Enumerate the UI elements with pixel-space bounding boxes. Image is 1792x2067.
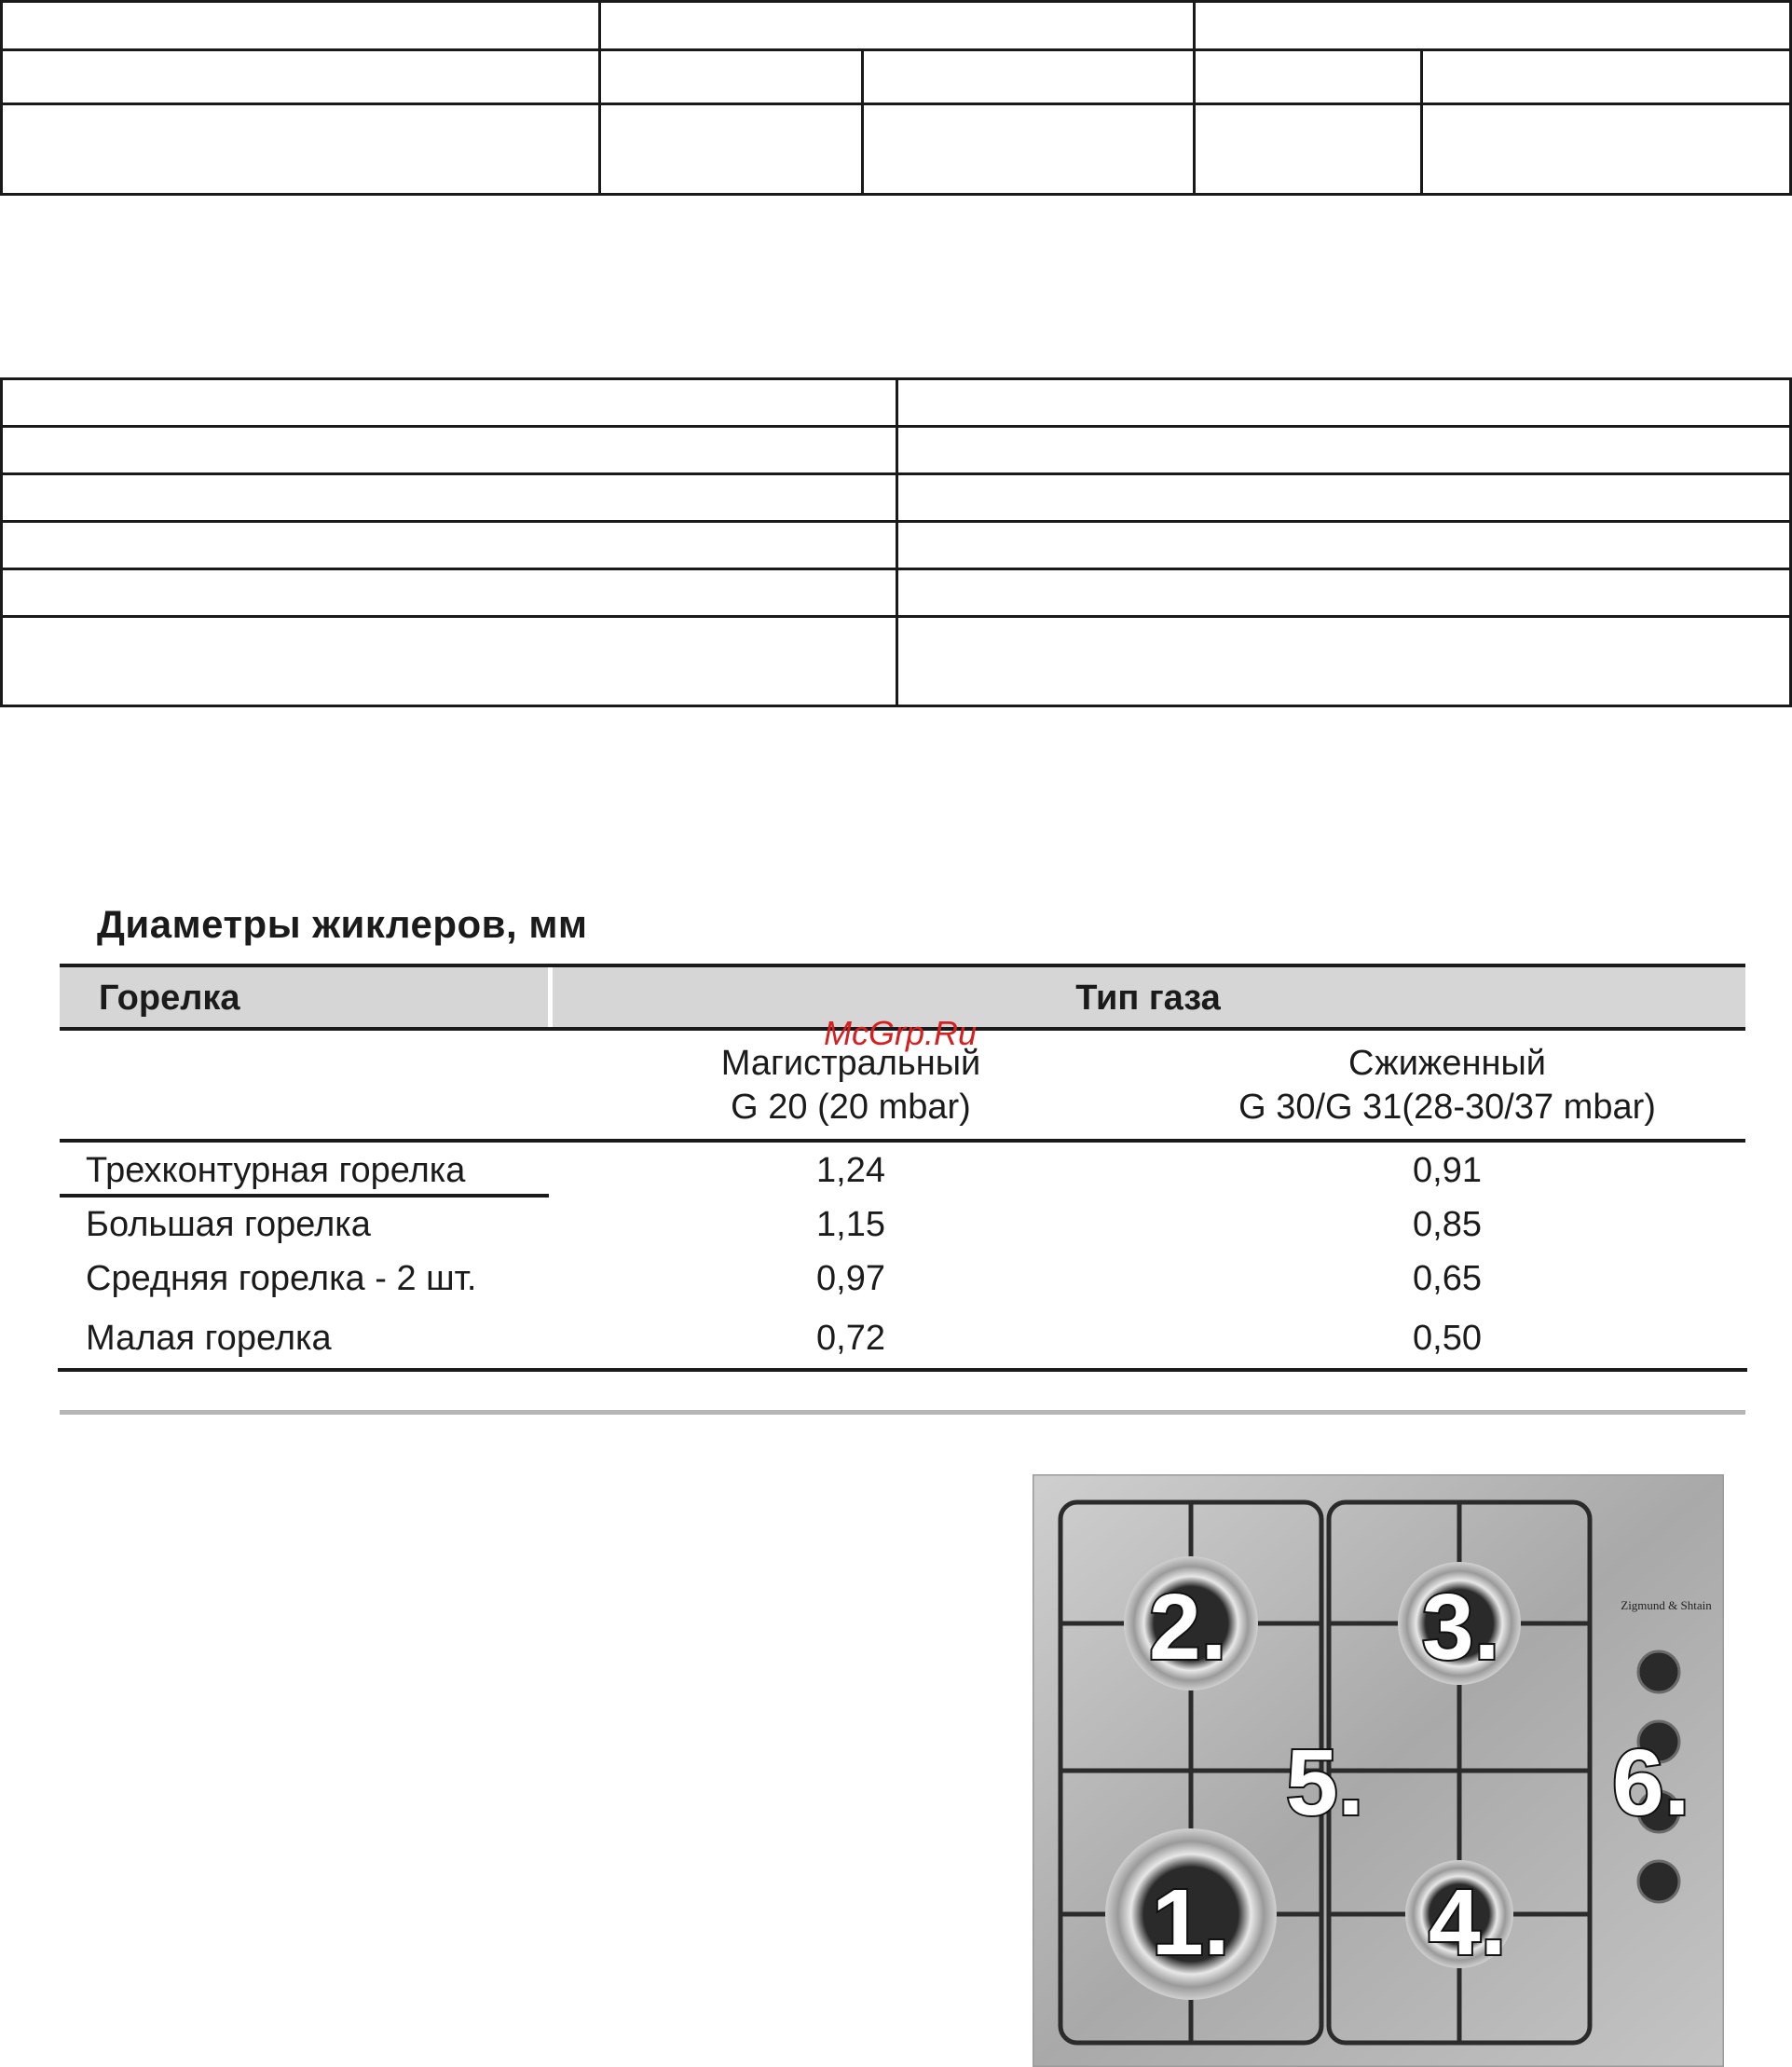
table-row-liquid: 0,85 xyxy=(1413,1205,1482,1244)
table-cell xyxy=(3,3,601,51)
table-row-main: 1,24 xyxy=(816,1151,885,1190)
jet-table-title: Диаметры жиклеров, мм xyxy=(97,902,588,946)
gas-main-pressure: G 20 (20 mbar) xyxy=(731,1088,971,1127)
empty-table-top xyxy=(0,0,1792,196)
knob-icon xyxy=(1638,1861,1679,1902)
knob-icon xyxy=(1638,1651,1679,1692)
label-6: 6. xyxy=(1612,1731,1690,1835)
table-cell xyxy=(3,523,898,570)
table-cell xyxy=(3,428,898,475)
section-divider xyxy=(60,1410,1745,1415)
table-cell xyxy=(898,428,1789,475)
gas-liquid-label: Сжиженный xyxy=(1348,1044,1546,1083)
table-cell xyxy=(3,618,898,705)
table-cell xyxy=(1196,51,1423,105)
table-row-liquid: 0,65 xyxy=(1413,1259,1482,1298)
table-cell xyxy=(3,51,601,105)
gas-main-label: Магистральный xyxy=(720,1044,981,1083)
gas-liquid-pressure: G 30/G 31(28-30/37 mbar) xyxy=(1238,1088,1656,1127)
empty-table-middle xyxy=(0,377,1792,707)
table-row-burner: Средняя горелка - 2 шт. xyxy=(86,1259,477,1298)
label-3: 3. xyxy=(1422,1575,1500,1679)
table-bottom-rule xyxy=(58,1368,1747,1372)
table-cell xyxy=(601,51,864,105)
hob-image xyxy=(1033,1474,1724,2067)
table-row-burner: Трехконтурная горелка xyxy=(86,1151,466,1190)
table-cell xyxy=(601,3,1196,51)
table-cell xyxy=(898,570,1789,618)
table-cell xyxy=(898,380,1789,428)
table-cell xyxy=(3,475,898,523)
table-row-liquid: 0,91 xyxy=(1413,1151,1482,1190)
label-1: 1. xyxy=(1152,1870,1230,1975)
table-cell xyxy=(3,380,898,428)
table-row-main: 1,15 xyxy=(816,1205,885,1244)
row-underline xyxy=(60,1194,549,1198)
table-cell xyxy=(601,105,864,193)
col-gas-type-header: Тип газа xyxy=(1075,979,1221,1018)
brand-label: Zigmund & Shtain xyxy=(1621,1598,1712,1612)
label-4: 4. xyxy=(1429,1870,1507,1975)
label-5: 5. xyxy=(1286,1731,1364,1835)
table-cell xyxy=(1196,105,1423,193)
table-cell xyxy=(864,105,1196,193)
table-cell xyxy=(898,475,1789,523)
table-cell xyxy=(864,51,1196,105)
col-burner-header: Горелка xyxy=(99,979,240,1018)
table-cell xyxy=(898,618,1789,705)
table-row-main: 0,72 xyxy=(816,1319,885,1358)
header-bottom-rule xyxy=(60,1139,1745,1143)
header-separator xyxy=(548,967,553,1027)
watermark: McGrp.Ru xyxy=(823,1014,978,1052)
table-row-burner: Малая горелка xyxy=(86,1319,332,1358)
table-cell xyxy=(1196,3,1789,51)
table-cell xyxy=(898,523,1789,570)
table-row-burner: Большая горелка xyxy=(86,1205,371,1244)
table-cell xyxy=(3,570,898,618)
table-row-liquid: 0,50 xyxy=(1413,1319,1482,1358)
label-2: 2. xyxy=(1149,1575,1227,1679)
table-cell xyxy=(3,105,601,193)
table-row-main: 0,97 xyxy=(816,1259,885,1298)
table-cell xyxy=(1423,51,1789,105)
table-cell xyxy=(1423,105,1789,193)
